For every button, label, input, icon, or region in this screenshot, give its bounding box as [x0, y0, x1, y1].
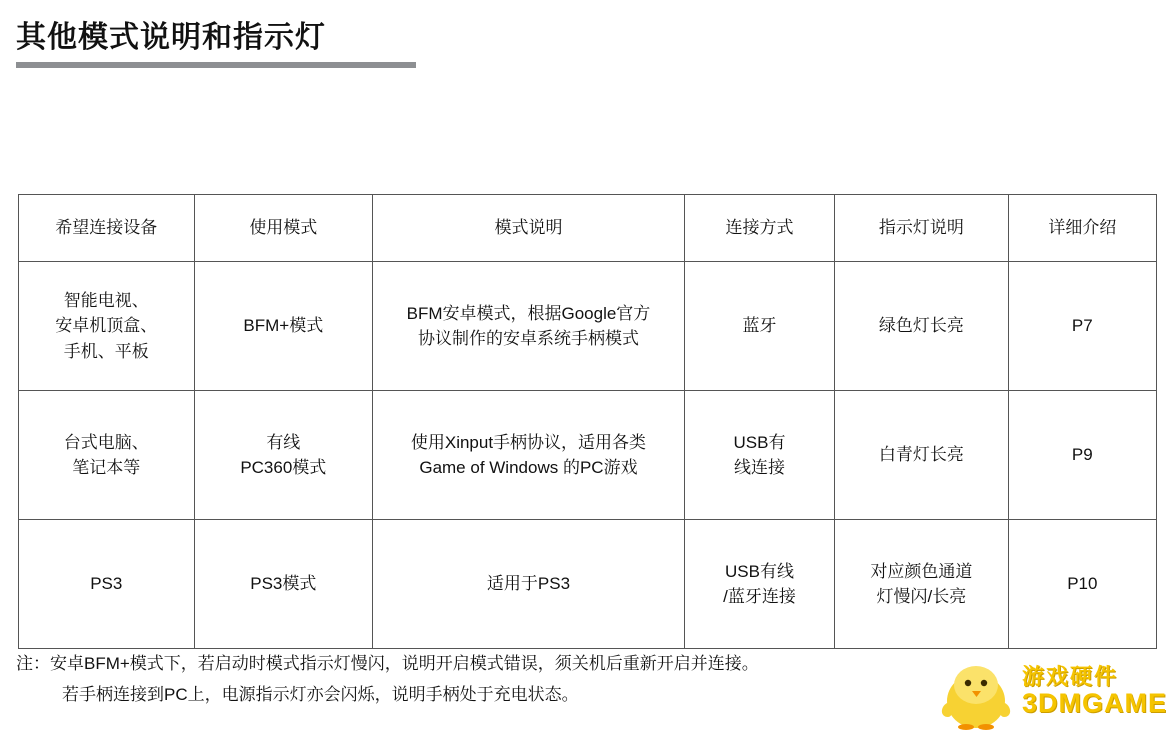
cell-line: /蓝牙连接: [723, 587, 796, 606]
footnote-line-1: 注：安卓BFM+模式下，若启动时模式指示灯慢闪，说明开启模式错误，须关机后重新开启并连接。: [16, 654, 759, 673]
cell-details: [1008, 520, 1156, 649]
header-details: 详细介绍: [1008, 195, 1156, 262]
header-mode: 使用模式: [194, 195, 373, 262]
cell-line: USB有线: [725, 561, 794, 581]
cell-line: 线连接: [733, 458, 785, 477]
watermark-line-1: 游戏硬件: [1022, 664, 1119, 689]
cell-line: Game of Windows 的PC游戏: [419, 458, 638, 477]
cell-mode-description: [373, 262, 685, 391]
cell-details: [1008, 262, 1156, 391]
cell-mode: [194, 520, 373, 649]
cell-line: 笔记本等: [72, 458, 141, 477]
table-row: [19, 391, 1157, 520]
cell-line: P10: [1067, 574, 1098, 594]
cell-line: BFM安卓模式，根据Google官方: [406, 303, 651, 323]
table-row: [19, 262, 1157, 391]
cell-line: 绿色灯长亮: [878, 316, 964, 336]
footnote-line-2: 若手柄连接到PC上，电源指示灯亦会闪烁，说明手柄处于充电状态。: [62, 685, 579, 705]
table-body: [19, 262, 1157, 649]
watermark-line-2: 3DMGAME: [1022, 688, 1168, 719]
cell-connection: [684, 391, 834, 520]
cell-line: BFM+模式: [243, 316, 324, 336]
site-watermark: [930, 657, 1168, 735]
cell-line: PC360模式: [240, 458, 327, 477]
cell-line: 手机、平板: [63, 341, 149, 361]
cell-line: 灯慢闪/长亮: [876, 587, 967, 606]
cell-line: 使用Xinput手柄协议，适用各类: [410, 432, 647, 452]
cell-line: 协议制作的安卓系统手柄模式: [417, 329, 639, 348]
cell-connection: [684, 520, 834, 649]
table-row: [19, 520, 1157, 649]
chick-mascot-icon: [938, 663, 1012, 731]
cell-line: P7: [1071, 316, 1093, 336]
cell-line: 智能电视、: [63, 290, 149, 310]
cell-led-description: [835, 520, 1009, 649]
cell-led-description: [835, 262, 1009, 391]
cell-line: 对应颜色通道: [870, 561, 973, 581]
cell-line: PS3: [90, 574, 123, 594]
cell-line: USB有: [733, 432, 786, 452]
table-header: [19, 195, 1157, 262]
header-connection: 连接方式: [684, 195, 834, 262]
cell-device: [19, 262, 195, 391]
cell-line: 有线: [266, 432, 301, 452]
cell-line: 白青灯长亮: [878, 445, 964, 465]
cell-device: [19, 391, 195, 520]
page-title: 其他模式说明和指示灯: [16, 21, 326, 54]
cell-line: 安卓机顶盒、: [55, 316, 158, 336]
table-header-row: [19, 195, 1157, 262]
title-underline-rule: [16, 62, 416, 68]
modes-table: [18, 194, 1157, 649]
cell-mode-description: [373, 391, 685, 520]
cell-line: 台式电脑、: [63, 432, 149, 452]
cell-led-description: [835, 391, 1009, 520]
header-mode-description: 模式说明: [373, 195, 685, 262]
cell-line: PS3模式: [250, 574, 317, 594]
cell-mode: [194, 391, 373, 520]
watermark-text: [1022, 665, 1167, 719]
footnotes: [16, 648, 976, 711]
header-led-description: 指示灯说明: [835, 195, 1009, 262]
cell-line: 蓝牙: [742, 316, 777, 336]
cell-connection: [684, 262, 834, 391]
cell-device: [19, 520, 195, 649]
cell-mode-description: [373, 520, 685, 649]
header-device: 希望连接设备: [19, 195, 195, 262]
cell-mode: [194, 262, 373, 391]
cell-line: 适用于PS3: [486, 574, 571, 594]
cell-details: [1008, 391, 1156, 520]
cell-line: P9: [1071, 445, 1093, 465]
